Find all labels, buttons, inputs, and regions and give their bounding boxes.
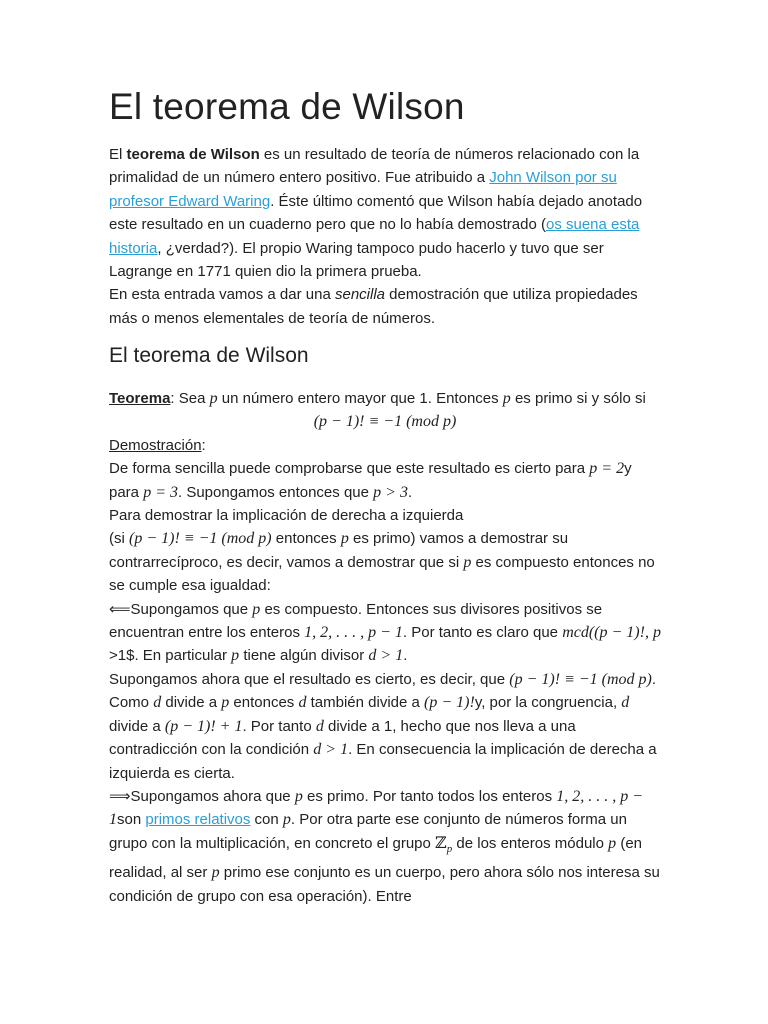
text: . En consecuencia la implicación de derecha a izquierda es cierta.: [109, 741, 657, 782]
math: (p − 1)!: [424, 694, 475, 712]
math-p: p: [608, 834, 617, 852]
text: divide a: [161, 694, 222, 712]
text: divide a: [109, 717, 165, 735]
text: divide a 1, hecho que nos lleva a una contradicción con la condición: [109, 717, 576, 759]
link-primos-relativos[interactable]: primos relativos: [145, 811, 251, 829]
text: y para: [109, 460, 632, 501]
text: .: [407, 483, 413, 501]
text: son: [117, 811, 146, 829]
text: :: [201, 436, 206, 454]
text: Para demostrar la implicación de derecha a izquierda: [109, 507, 464, 525]
intro-paragraph-2: [109, 283, 661, 330]
intro-paragraph-1: [109, 143, 661, 283]
text: es un resultado de teoría de números relacionado con la primalidad de un número entero positivo. Fue atribuido a: [109, 146, 640, 187]
section-title: El teorema de Wilson: [109, 344, 309, 367]
proof-paragraph-2: [109, 504, 661, 598]
text: es primo. Por tanto todos los enteros: [302, 787, 557, 805]
proof-label: Demostración: [109, 436, 202, 454]
left-implication-arrow-icon: ⟸: [109, 599, 131, 618]
text: . Como: [109, 670, 657, 712]
math-d: d: [621, 694, 630, 712]
text: . Éste último comentó que Wilson había dejado anotado este resultado en un cuaderno pero que no lo había demostrado (: [109, 192, 643, 234]
text: . Supongamos entonces que: [178, 483, 374, 501]
proof-paragraph-3: [109, 598, 661, 668]
text: Supongamos ahora que el resultado es cierto, es decir, que: [109, 670, 510, 688]
text: entonces: [229, 694, 299, 712]
intro-section: [109, 143, 661, 330]
text: demostración que utiliza propiedades más o menos elementales de teoría de números.: [109, 286, 638, 327]
math: mcd((p − 1)!, p: [562, 624, 661, 642]
page-title: El teorema de Wilson: [109, 86, 465, 127]
theorem-statement: [109, 387, 661, 410]
math: d > 1: [368, 647, 404, 665]
text: .: [403, 647, 408, 665]
math-d: d: [153, 694, 162, 712]
link-os-suena[interactable]: os suena esta historia: [109, 216, 640, 257]
text: : Sea: [170, 390, 210, 407]
math-formula: (p − 1)! ≡ −1 (mod p): [313, 413, 457, 431]
right-implication-arrow-icon: ⟹: [109, 786, 131, 805]
text: (en realidad, al ser: [109, 834, 643, 882]
math-p: p: [463, 553, 472, 571]
math-zp-sub: p: [446, 842, 453, 855]
math-p: p: [231, 647, 240, 665]
math-p: p: [282, 811, 291, 829]
text: con: [250, 811, 283, 829]
text: también divide a: [306, 694, 425, 712]
math-p: p: [502, 390, 511, 407]
text: entonces: [271, 530, 341, 548]
text: un número entero mayor que 1. Entonces: [217, 390, 503, 407]
proof-paragraph-5: [109, 785, 661, 908]
math: (p − 1)! + 1: [164, 717, 243, 735]
text: es primo si y sólo si: [510, 390, 646, 407]
math: p = 2: [589, 460, 625, 478]
math-p: p: [294, 787, 303, 805]
text: y, por la congruencia,: [474, 694, 622, 712]
text: Supongamos ahora que: [130, 787, 295, 805]
math-d: d: [315, 717, 324, 735]
text: tiene algún divisor: [239, 647, 369, 665]
math: 1, 2, . . . , p − 1: [304, 624, 403, 642]
bold-term: teorema de Wilson: [126, 146, 260, 163]
math: (p − 1)! ≡ −1 (mod p): [129, 530, 272, 548]
text: Supongamos que: [130, 600, 253, 618]
math-p: p: [209, 390, 218, 407]
math-d: d: [298, 694, 307, 712]
text: En esta entrada vamos a dar una: [109, 286, 335, 304]
proof-paragraph-4: [109, 668, 661, 785]
text: es compuesto. Entonces sus divisores positivos se encuentran entre los enteros: [109, 600, 603, 642]
math-p: p: [211, 864, 220, 882]
math: p > 3: [373, 483, 408, 501]
math-p: p: [340, 530, 349, 548]
text: . Por tanto es claro que: [402, 624, 563, 642]
text: de los enteros módulo: [452, 834, 609, 852]
text: >1$. En particular: [109, 647, 232, 665]
text: . Por tanto: [242, 717, 316, 735]
proof-label-line: [109, 434, 661, 457]
math-p: p: [252, 600, 261, 618]
math: 1, 2, . . . , p − 1: [109, 787, 644, 829]
text: es compuesto entonces no se cumple esa igualdad:: [109, 553, 655, 595]
text: . Por otra parte ese conjunto de números forma un grupo con la multiplicación, en concreto el grupo: [109, 811, 627, 852]
text: , ¿verdad?). El propio Waring tampoco pudo hacerlo y tuvo que ser Lagrange en 1771 quien dio la primera prueba.: [109, 239, 604, 281]
math-p: p: [221, 694, 230, 712]
text: primo ese conjunto es un cuerpo, pero ahora sólo nos interesa su condición de grupo con esa operación). Entre: [109, 864, 660, 905]
math: (p − 1)! ≡ −1 (mod p): [509, 670, 652, 688]
text: es primo) vamos a demostrar su contrarrecíproco, es decir, vamos a demostrar que si: [109, 530, 569, 571]
math: p = 3: [143, 483, 178, 501]
theorem-label: Teorema: [109, 390, 171, 407]
link-john-wilson[interactable]: John Wilson por su profesor Edward Waring: [109, 169, 617, 210]
text: De forma sencilla puede comprobarse que este resultado es cierto para: [109, 460, 590, 478]
math: d > 1: [313, 741, 349, 759]
emphasis: sencilla: [334, 286, 386, 304]
theorem-formula: [109, 410, 661, 433]
text: El: [109, 146, 127, 163]
math-zp: ℤ: [435, 834, 447, 852]
proof-paragraph-1: [109, 457, 661, 504]
proof-section: [109, 387, 661, 908]
text: (si: [109, 530, 129, 548]
